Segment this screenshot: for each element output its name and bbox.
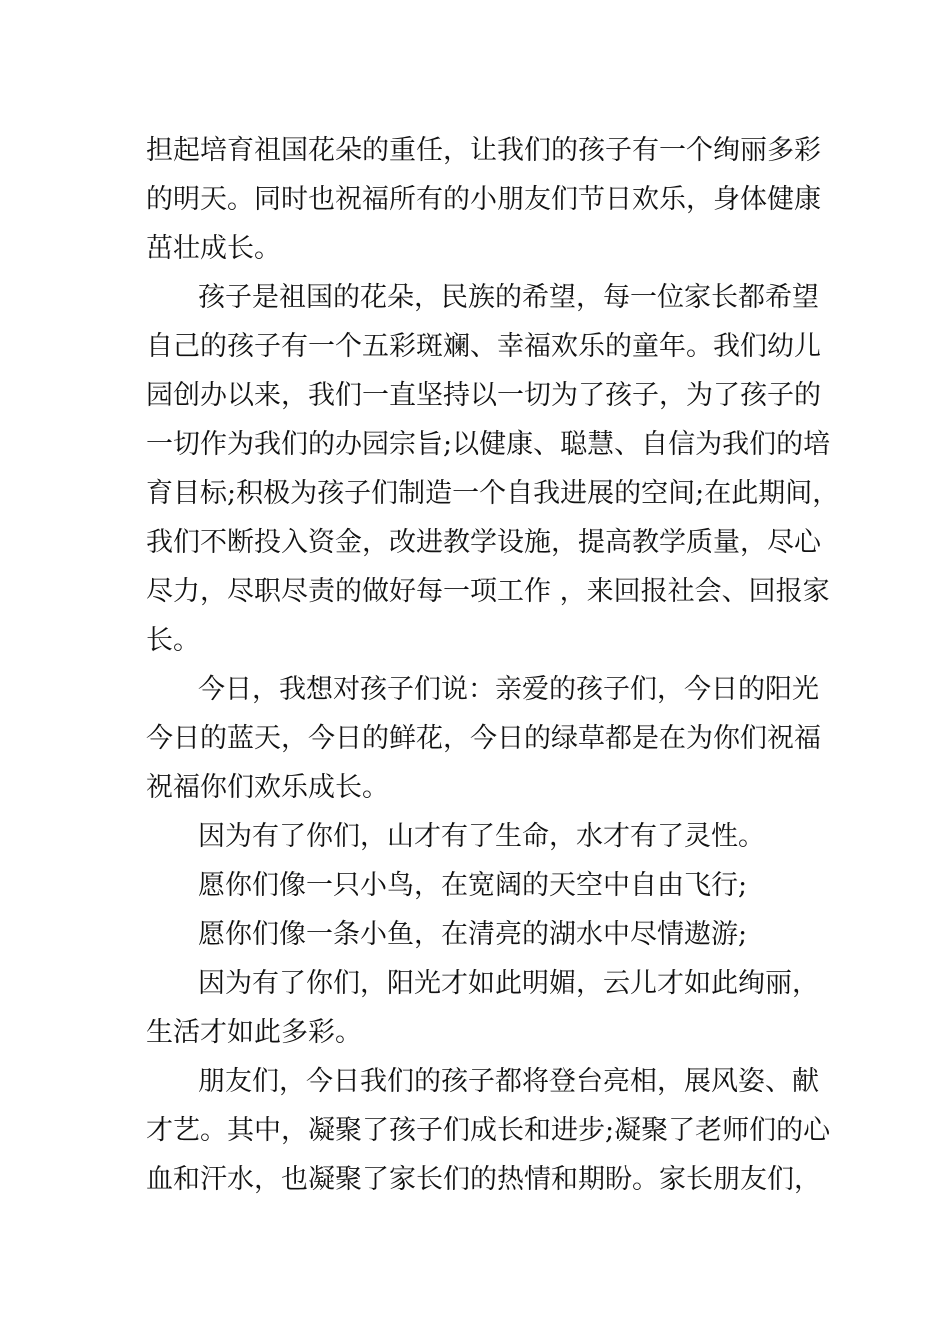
text-line: 朋友们，今日我们的孩子都将登台亮相，展风姿、献 bbox=[198, 1066, 819, 1097]
text-line: 才艺。其中，凝聚了孩子们成长和进步;凝聚了老师们的心 bbox=[146, 1115, 831, 1146]
text-line: 因为有了你们，阳光才如此明媚，云儿才如此绚丽， bbox=[198, 968, 819, 999]
text-line: 血和汗水，也凝聚了家长们的热情和期盼。家长朋友们， bbox=[146, 1164, 821, 1195]
text-line: 尽力，尽职尽责的做好每一项工作 ，来回报社会、回报家 bbox=[146, 576, 830, 607]
text-line: 因为有了你们，山才有了生命，水才有了灵性。 bbox=[198, 821, 765, 852]
text-line: 茁壮成长。 bbox=[146, 233, 281, 264]
text-line: 育目标;积极为孩子们制造一个自我进展的空间;在此期间， bbox=[146, 478, 840, 509]
text-line: 祝福你们欢乐成长。 bbox=[146, 772, 389, 803]
text-line: 自己的孩子有一个五彩斑斓、幸福欢乐的童年。我们幼儿 bbox=[146, 331, 821, 362]
text-line: 愿你们像一只小鸟，在宽阔的天空中自由飞行; bbox=[198, 870, 748, 901]
text-line: 今日，我想对孩子们说：亲爱的孩子们，今日的阳光 bbox=[198, 674, 819, 705]
text-line: 的明天。同时也祝福所有的小朋友们节日欢乐，身体健康 bbox=[146, 184, 821, 215]
text-line: 我们不断投入资金，改进教学设施，提高教学质量，尽心 bbox=[146, 527, 821, 558]
text-line: 生活才如此多彩。 bbox=[146, 1017, 362, 1048]
text-line: 一切作为我们的办园宗旨;以健康、聪慧、自信为我们的培 bbox=[146, 429, 831, 460]
text-line: 长。 bbox=[146, 625, 200, 656]
text-line: 担起培育祖国花朵的重任，让我们的孩子有一个绚丽多彩 bbox=[146, 135, 821, 166]
text-line: 园创办以来，我们一直坚持以一切为了孩子，为了孩子的 bbox=[146, 380, 821, 411]
text-line: 愿你们像一条小鱼，在清亮的湖水中尽情遨游; bbox=[198, 919, 748, 950]
text-line: 今日的蓝天，今日的鲜花，今日的绿草都是在为你们祝福 bbox=[146, 723, 821, 754]
document-body bbox=[146, 126, 840, 1204]
text-line: 孩子是祖国的花朵，民族的希望，每一位家长都希望 bbox=[198, 282, 819, 313]
